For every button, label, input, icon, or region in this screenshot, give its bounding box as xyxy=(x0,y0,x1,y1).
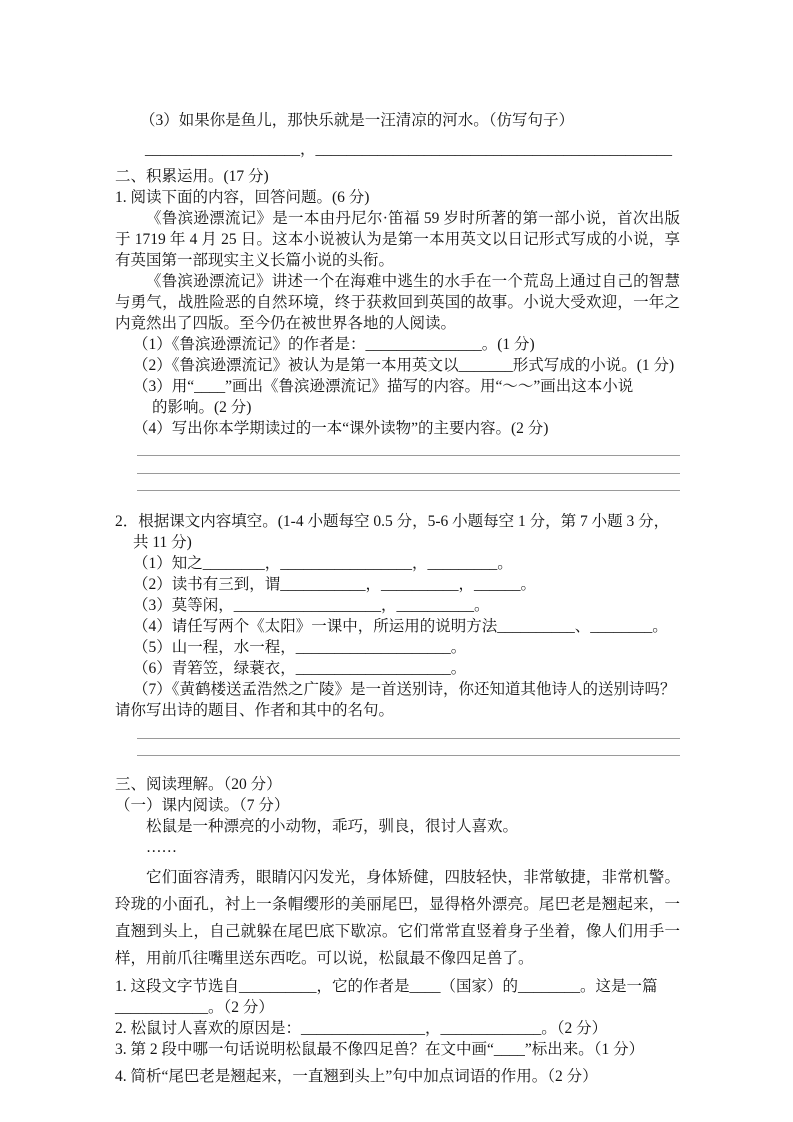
reading-excerpt-line-1: 松鼠是一种漂亮的小动物，乖巧，驯良，很讨人喜欢。 xyxy=(146,818,519,835)
q2-fill-item-3: （3）莫等闲，___________________，__________。 xyxy=(133,597,490,614)
q2-fill-item-6: （6）青箬笠，绿蓑衣，____________________。 xyxy=(133,660,467,677)
q2-fill-item-1: （1）知之________，_________________，_________。 xyxy=(133,555,513,572)
q1-sub-question-4: （4）写出你本学期读过的一本“课外读物”的主要内容。(2 分) xyxy=(133,420,549,437)
q2-fill-item-7: （7）《黄鹤楼送孟浩然之广陵》是一首送别诗，你还知道其他诗人的送别诗吗？ xyxy=(133,681,676,698)
q2-fill-item-4: （4）请任写两个《太阳》一课中，所运用的说明方法__________、________。 xyxy=(133,618,668,635)
section-2-heading: 二、积累运用。(17 分) xyxy=(115,168,269,185)
q2-title-line-2: 共 11 分) xyxy=(133,534,192,551)
reading-excerpt-paragraph: 它们面容清秀，眼睛闪闪发光，身体矫健，四肢轻快，非常敏捷，非常机警。玲珑的小面孔，衬上一条帽缨形的美丽尾巴，显得格外漂亮。尾巴老是翘起来，一直翘到头上，自己就躲在尾巴底下歇凉。它们常常直竖着身子坐着，像人们用手一样，用前爪往嘴里送东西吃。可以说，松鼠最不像四足兽了。 xyxy=(115,869,680,967)
q1-intro-paragraph-2: 《鲁滨逊漂流记》讲述一个在海难中逃生的水手在一个荒岛上通过自己的智慧与勇气，战胜险恶的自然环境，终于获救回到英国的故事。小说大受欢迎，一年之内竟然出了四版。至今仍在被世界各地的人阅读。 xyxy=(115,273,680,332)
reading-part-heading: （一）课内阅读。（7 分） xyxy=(115,797,290,814)
q1-sub-question-3-continued: 的影响。(2 分) xyxy=(152,399,252,416)
reading-question-2: 2. 松鼠讨人喜欢的原因是：________________，_____________。（2 分） xyxy=(115,1020,608,1037)
reading-excerpt-ellipsis: …… xyxy=(146,839,177,856)
q2-fill-item-2: （2）读书有三到，谓___________，__________，______。 xyxy=(133,576,537,593)
answer-rule xyxy=(137,490,680,491)
q2-title-line-1: 2．根据课文内容填空。(1-4 小题每空 0.5 分，5-6 小题每空 1 分，第 7 小题 3 分， xyxy=(115,513,670,530)
answer-rule xyxy=(137,473,680,474)
q1-title: 1. 阅读下面的内容，回答问题。(6 分) xyxy=(115,189,370,206)
q1-sub-question-1: （1）《鲁滨逊漂流记》的作者是：_______________。(1 分) xyxy=(133,336,535,353)
q2-fill-item-5: （5）山一程，水一程，____________________。 xyxy=(133,639,467,656)
rewrite-sentence-prompt: （3）如果你是鱼儿，那快乐就是一汪清凉的河水。（仿写句子） xyxy=(140,112,575,129)
answer-rule xyxy=(137,738,680,739)
reading-question-1-line-2: ____________。（2 分） xyxy=(115,999,274,1016)
reading-question-1-line-1: 1. 这段文字节选自__________，它的作者是____（国家）的________。这是一篇 xyxy=(115,978,658,995)
answer-rule xyxy=(137,755,680,756)
q1-intro-paragraph-1: 《鲁滨逊漂流记》是一本由丹尼尔·笛福 59 岁时所著的第一部小说，首次出版于 1719 年 4 月 25 日。这本小说被认为是第一本用英文以日记形式写成的小说，享有英国第一部现实主义长篇小说的头衔。 xyxy=(115,210,680,269)
q1-sub-question-2: （2）《鲁滨逊漂流记》被认为是第一本用英文以_______形式写成的小说。(1 分) xyxy=(133,357,675,374)
section-3-heading: 三、阅读理解。（20 分） xyxy=(115,776,282,793)
answer-rule xyxy=(137,455,680,456)
q2-fill-item-7-continued: 请你写出诗的题目、作者和其中的名句。 xyxy=(115,702,395,719)
answer-blank-row: ____________________，______________________________________________ xyxy=(145,141,673,158)
reading-question-4: 4. 简析“尾巴老是翘起来，一直翘到头上”句中加点词语的作用。（2 分） xyxy=(115,1068,598,1085)
q1-sub-question-3: （3）用“____”画出《鲁滨逊漂流记》描写的内容。用“～～”画出这本小说 xyxy=(133,378,634,395)
reading-question-3: 3. 第 2 段中哪一句话说明松鼠最不像四足兽？在文中画“____”标出来。（1 分） xyxy=(115,1041,645,1058)
